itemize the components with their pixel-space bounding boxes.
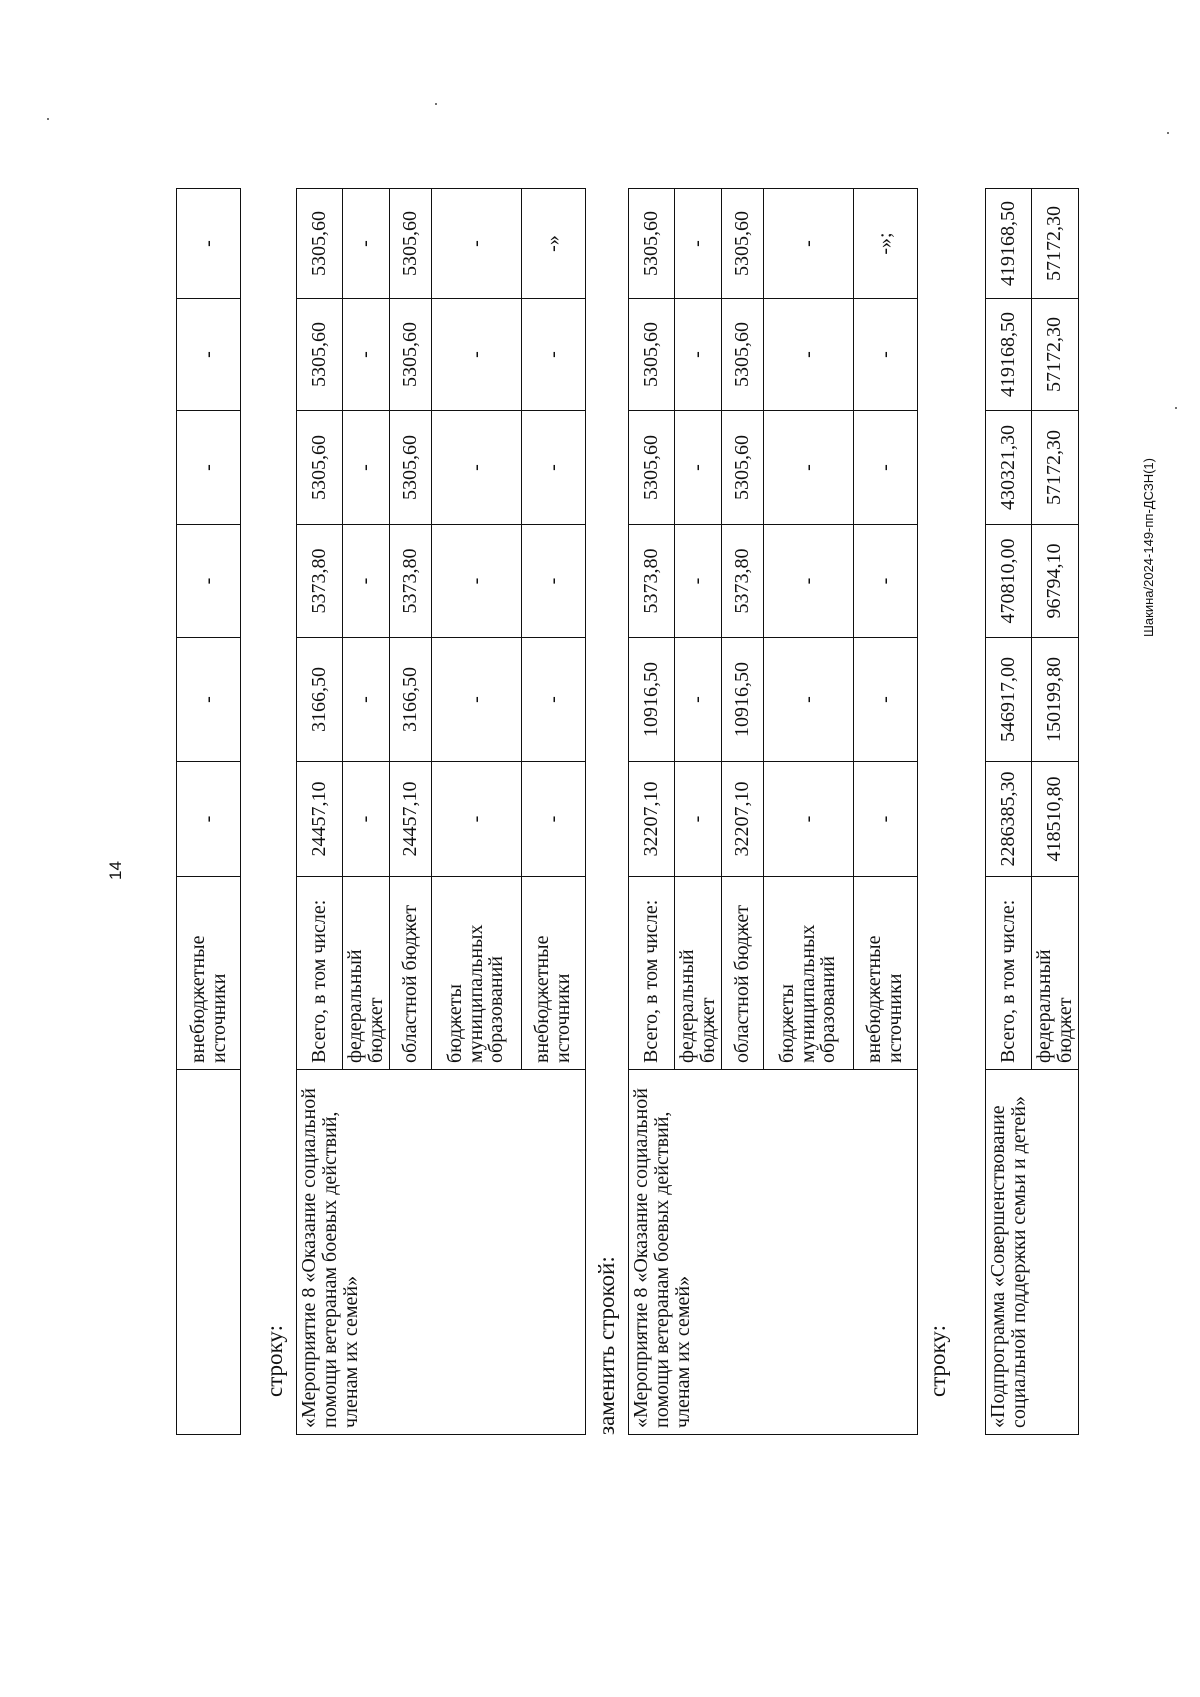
subprogram-name: «Подпрограмма «Совершенствование социальной поддержки семьи и детей» [986,1070,1079,1435]
cell-value: 5305,60 [721,411,763,525]
cell-value: - [675,189,722,299]
cell-value: - [521,299,585,411]
cell [177,1070,241,1435]
cell-value: - [177,638,241,762]
cell-value: - [521,525,585,638]
cell-value: - [853,299,917,411]
caption-stroku-1: строку: [262,1325,287,1397]
scan-speck [47,118,49,120]
cell-value: - [343,762,390,877]
table-old-measure-8 [296,188,586,1435]
cell-value: 5305,60 [629,189,675,299]
cell-value: 10916,50 [629,638,675,762]
cell-value: 5305,60 [389,189,431,299]
cell-value: 5305,60 [721,299,763,411]
cell-value: - [675,411,722,525]
cell-value: - [431,638,521,762]
cell-value: 5305,60 [297,299,343,411]
scan-speck [1167,132,1169,134]
cell-value: 57172,30 [1032,299,1079,411]
cell-value: 32207,10 [721,762,763,877]
cell-value: - [675,299,722,411]
cell-value: - [853,638,917,762]
measure-name: «Мероприятие 8 «Оказание социальной помощи ветеранам боевых действий, членам их семей» [297,1070,586,1435]
cell-value: 5305,60 [297,411,343,525]
table-row [297,189,343,1435]
cell-source: федеральный бюджет [1032,877,1079,1070]
cell-value: - [763,638,853,762]
cell-source: внебюджетные источники [853,877,917,1070]
cell-value: - [431,411,521,525]
cell-value: 470810,00 [986,525,1032,638]
cell-value: 419168,50 [986,299,1032,411]
cell-value: 418510,80 [1032,762,1079,877]
cell-value: - [177,762,241,877]
cell-value: - [521,762,585,877]
cell-value: - [343,189,390,299]
cell-source: бюджеты муниципальных образований [431,877,521,1070]
cell-value: 5305,60 [629,411,675,525]
cell-source: областной бюджет [389,877,431,1070]
cell-value: - [763,299,853,411]
cell-value: - [343,638,390,762]
cell-value: - [431,525,521,638]
table-subprogram [985,188,1079,1435]
cell-value: 5373,80 [389,525,431,638]
cell-value: -»; [853,189,917,299]
cell-source: Всего, в том числе: [986,877,1032,1070]
cell-value: 3166,50 [297,638,343,762]
page-number: 14 [106,861,125,880]
caption-zamenit: заменить строкой: [594,1256,619,1435]
scan-speck [1175,407,1177,409]
cell-value: 57172,30 [1032,189,1079,299]
cell-value: 546917,00 [986,638,1032,762]
table-row [177,189,241,1435]
cell-source: внебюджетные источники [177,877,241,1070]
cell-value: - [675,762,722,877]
cell-value: -» [521,189,585,299]
cell-value: - [521,638,585,762]
cell-source: внебюджетные источники [521,877,585,1070]
cell-value: - [177,299,241,411]
cell-value: - [763,762,853,877]
cell-value: 5305,60 [389,411,431,525]
cell-source: областной бюджет [721,877,763,1070]
cell-value: 150199,80 [1032,638,1079,762]
cell-source: бюджеты муниципальных образований [763,877,853,1070]
cell-value: 430321,30 [986,411,1032,525]
cell-source: Всего, в том числе: [297,877,343,1070]
cell-value: - [763,189,853,299]
cell-value: - [675,638,722,762]
cell-value: 24457,10 [389,762,431,877]
measure-name: «Мероприятие 8 «Оказание социальной помощи ветеранам боевых действий, членам их семей» [629,1070,918,1435]
cell-source: федеральный бюджет [675,877,722,1070]
cell-source: федеральный бюджет [343,877,390,1070]
cell-value: 5305,60 [721,189,763,299]
cell-value: 419168,50 [986,189,1032,299]
cell-value: - [343,525,390,638]
cell-value: - [431,299,521,411]
cell-value: 24457,10 [297,762,343,877]
cell-value: - [763,411,853,525]
cell-value: - [521,411,585,525]
cell-value: - [431,189,521,299]
cell-value: 5373,80 [721,525,763,638]
cell-value: - [343,299,390,411]
cell-value: - [675,525,722,638]
cell-value: 5305,60 [389,299,431,411]
cell-value: 3166,50 [389,638,431,762]
cell-value: 5373,80 [629,525,675,638]
cell-value: 5305,60 [629,299,675,411]
cell-value: - [763,525,853,638]
cell-value: 2286385,30 [986,762,1032,877]
caption-stroku-2: строку: [925,1325,950,1397]
table-row [629,189,675,1435]
cell-value: 5305,60 [297,189,343,299]
cell-value: 96794,10 [1032,525,1079,638]
cell-value: - [431,762,521,877]
cell-value: 10916,50 [721,638,763,762]
cell-value: - [343,411,390,525]
cell-value: 32207,10 [629,762,675,877]
cell-value: - [853,411,917,525]
cell-value: - [853,525,917,638]
document-footer: Шакина/2024-149-пп-ДСЗН(1) [1141,458,1156,637]
cell-value: - [177,189,241,299]
table-new-measure-8 [628,188,918,1435]
scan-speck [435,103,437,105]
continuation-table [176,188,241,1435]
cell-value: - [853,762,917,877]
cell-value: - [177,525,241,638]
cell-value: 5373,80 [297,525,343,638]
table-row [986,189,1032,1435]
cell-value: 57172,30 [1032,411,1079,525]
cell-source: Всего, в том числе: [629,877,675,1070]
cell-value: - [177,411,241,525]
